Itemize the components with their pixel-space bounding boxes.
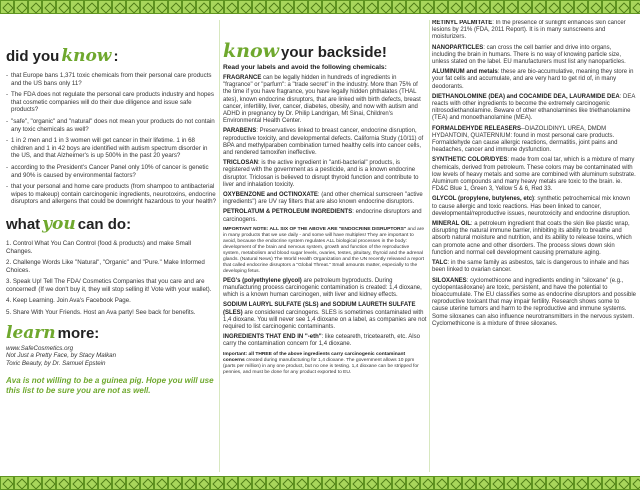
border-tile — [112, 476, 126, 490]
top-border-tiles — [0, 0, 640, 14]
border-tile — [448, 476, 462, 490]
border-tile — [224, 476, 238, 490]
heading-script-word: know — [61, 46, 112, 66]
chemical-entry — [223, 278, 427, 300]
decorative-bottom-border — [0, 476, 640, 490]
column-divider-left — [219, 20, 220, 472]
border-tile — [294, 476, 308, 490]
border-tile — [630, 476, 640, 490]
border-tile — [140, 476, 154, 490]
border-tile — [126, 0, 140, 14]
border-tile — [266, 0, 280, 14]
action-step: 2. Challenge Words Like "Natural", "Organic" and "Pure." Make Informed Choices. — [6, 259, 205, 274]
border-tile — [322, 0, 336, 14]
border-tile — [630, 0, 640, 14]
chemical-description: : is the active ingredient in "anti-bacterial" products, is registered with the government as a pesticide, and is a known endocrine disruptor. Triclosan is believed to disrupt thyroid function and contribute to liver and inhalation toxicity. — [223, 160, 419, 188]
border-tile — [378, 476, 392, 490]
fact-item: - "safe", "organic" and "natural" does not mean your products do not contain any toxic chemicals as well? — [6, 118, 216, 133]
heading-prefix: did you — [6, 48, 60, 65]
note-term: IMPORTANT NOTE: ALL SIX OF THE ABOVE ARE "ENDOCRINE DISRUPTORS" — [223, 226, 407, 232]
border-tile — [616, 0, 630, 14]
resource-link-safecosmetics[interactable]: www.SafeCosmetics.org — [6, 344, 74, 352]
border-tile — [574, 476, 588, 490]
chemical-entry — [432, 221, 636, 257]
chemical-description: are petroleum byproducts. During manufacturing process carcinogenic contamination is created: 1,4 dioxane, which is a known human carcinogen, with liver and kidney effects. — [223, 277, 422, 299]
fact-item: - according to the President's Cancer Panel only 10% of cancer is genetic and 90% is caused by environmental factors? — [6, 164, 216, 179]
border-tile — [210, 0, 224, 14]
fact-item: - that your personal and home care products (from shampoo to antibacterial wipes to makeup) contain carcinogenic ingredients, neurotoxins, endocrine disruptors and allergens that could be downright hazardous to your health? — [6, 183, 216, 206]
chemical-term: MINERAL OIL — [432, 221, 471, 228]
border-tile — [154, 476, 168, 490]
border-tile — [294, 0, 308, 14]
border-tile — [252, 476, 266, 490]
border-tile — [588, 476, 602, 490]
border-tile — [504, 0, 518, 14]
chemical-description: : (and other chemical sunscreen "active ingredients") are UV ray filters that are also known endocrine disruptors. — [223, 192, 423, 206]
chemical-term: SODIUM LAURYL SULFATE (SLS) and SODIUM LAURETH SULFATE (SLES) — [223, 302, 416, 316]
chemical-entry — [432, 260, 636, 274]
pledge-text: Ava is not willing to be a guinea pig. Hope you will use this list to be sure you are not as well. — [6, 376, 214, 396]
border-tile — [56, 476, 70, 490]
action-step: 4. Keep Learning. Join Ava's Facebook Page. — [6, 297, 131, 305]
what-you-can-do-heading — [6, 214, 216, 234]
border-tile — [364, 476, 378, 490]
border-tile — [42, 476, 56, 490]
chemical-description: : synthetic petrochemical mix known to cause allergic and toxic reactions. Has been linked to cancer, developmental/reproductive issues, neurotoxicity and endocrine disruption. — [432, 196, 631, 217]
resources — [6, 345, 216, 368]
middle-column — [223, 20, 427, 472]
border-tile — [0, 0, 14, 14]
heading-suffix: : — [113, 48, 119, 65]
border-tile — [210, 476, 224, 490]
border-tile — [308, 0, 322, 14]
border-tile — [350, 476, 364, 490]
border-tile — [28, 476, 42, 490]
border-tile — [140, 0, 154, 14]
resource-book-not-just-a-pretty-face: Not Just a Pretty Face, by Stacy Malkan — [6, 352, 117, 360]
chemical-entry — [223, 209, 427, 223]
border-tile — [196, 0, 210, 14]
chemical-term: DIETHANOLOMINE (DEA) and COCAMIDE DEA, LAURAMIDE DEA — [432, 93, 620, 100]
chemical-entry — [432, 278, 636, 328]
heading-script-word: learn — [6, 322, 56, 343]
border-tile — [336, 0, 350, 14]
heading-script-word: you — [42, 213, 76, 234]
chemical-term: PEG's (polyethylene glycol) — [223, 277, 302, 284]
border-tile — [602, 476, 616, 490]
border-tile — [476, 0, 490, 14]
border-tile — [70, 0, 84, 14]
border-tile — [182, 476, 196, 490]
chemical-entry — [432, 196, 636, 218]
chemical-description: are considered carcinogens. SLES is sometimes contaminated with 1,4 dioxane. You will never see 1,4 dioxane on a label, as companies are not required to list carcinogenic contaminants. — [223, 309, 427, 331]
border-tile — [168, 0, 182, 14]
chemical-description: : In the presence of sunlight enhances skin cancer lesions by 21% (FDA, 2011 Report). It is in many sunscreens and moisturizers. — [432, 20, 626, 41]
label-intro: Read your labels and avoid the following chemicals: — [223, 64, 387, 71]
border-tile — [308, 476, 322, 490]
action-step: 3. Speak Up! Tell The FDA/ Cosmetics Companies that you care and are concerned! (If we don't buy it, they will stop selling it! Vote with your wallet). — [6, 278, 212, 293]
border-tile — [364, 0, 378, 14]
chemical-description: : DEA reacts with other ingredients to become the extremely carcinogenic nitrosodiethanolamine. Beware of other ethanolamines like triethanolamine (TEA) and monoethanolamine (MEA). — [432, 93, 636, 122]
chemical-entry — [432, 157, 636, 193]
border-tile — [126, 476, 140, 490]
border-tile — [322, 476, 336, 490]
border-tile — [602, 0, 616, 14]
border-tile — [392, 476, 406, 490]
border-tile — [476, 476, 490, 490]
border-tile — [168, 476, 182, 490]
border-tile — [406, 0, 420, 14]
chemical-entry — [432, 69, 636, 91]
chemical-entry — [223, 192, 427, 206]
border-tile — [182, 0, 196, 14]
chemical-description: : can cross the cell barrier and drive into organs, including the brain in humans. There is no way of knowing particle size, unless stated on the label. EU manufacturers must list any nanoparticles. — [432, 44, 626, 66]
border-tile — [238, 476, 252, 490]
endocrine-note — [223, 227, 427, 275]
chemical-entry — [223, 160, 427, 189]
chemical-entry — [432, 45, 636, 67]
border-tile — [224, 0, 238, 14]
chemical-term: FRAGRANCE — [223, 75, 262, 81]
chemical-term: OXYBENZONE and OCTINOXATE — [223, 192, 318, 199]
chemical-term: GLYCOL (propylene, butylenes, etc) — [432, 196, 535, 203]
chemical-description: : endocrine disruptors and carcinogens. — [223, 209, 422, 223]
border-tile — [546, 476, 560, 490]
border-tile — [588, 0, 602, 14]
border-tile — [462, 0, 476, 14]
chemical-description: : these are bio-accumulative, meaning they store in your fat cells and accumulate, and are very hard to get rid of, in many deodorants. — [432, 69, 634, 90]
border-tile — [350, 0, 364, 14]
border-tile — [196, 476, 210, 490]
heading-suffix: can do: — [77, 215, 132, 233]
border-tile — [28, 0, 42, 14]
dioxane-note — [223, 352, 427, 376]
learn-more-heading — [6, 323, 216, 343]
fact-item: - that Europe bans 1,371 toxic chemicals from their personal care products and the US bans only 11? — [6, 72, 216, 87]
border-tile — [490, 0, 504, 14]
chemical-term: INGREDIENTS THAT END IN "-eth" — [223, 334, 322, 341]
action-steps-list — [6, 240, 216, 317]
border-tile — [448, 0, 462, 14]
border-tile — [56, 0, 70, 14]
border-tile — [616, 476, 630, 490]
chemical-description: : in the same family as asbestos, talc is dangerous to inhale and has been linked to ovarian cancer. — [432, 260, 629, 274]
heading-suffix: more: — [57, 324, 100, 342]
chemical-description: : cyclomethicone and ingredients ending in "siloxane" (e.g., cyclopentasiloxane) are toxic, persistent, and have the potential to bioaccumulate. The EU classifies some as endocrine disruptors and possible reproductive toxicant that may impair fertility. Research shows some to cause uterine tumors and harm to the reproductive and immune systems. Some siloxanes can also influence neurotransmitters in the nervous system. Cyclomethicone is a mixture of three siloxanes. — [432, 277, 636, 327]
border-tile — [434, 0, 448, 14]
heading-suffix: your backside! — [281, 44, 387, 61]
chemical-description: can be legally hidden in hundreds of ingredients in "fragrance" or "parfum": a "trade secret" in the industry. More than 75% of the time if you have fragrance, you have legally hidden phthalates (THAL ates), known endocrine disruptors, that are linked with birth defects, breast cancer, infertility, liver, cancer, diabetes, obesity, and now with autism and ADHD in pregnancy by Dr. Philip Landrigan, Mt Sinai, Children's Environmental Health Center. — [223, 75, 421, 125]
note-description: and are in many products that we use daily - and some will have multiples! They are important to avoid, because the endocrine system regulates ALL biological processes in the body: development of the brain and nervous system, growth and function of the reproductive system, metabolism and blood sugar levels, ovaries, testes, pituitary, thyroid and the adrenal glands. (Natural News) The World Health Organization and the UN recently released a report that called endocrine disruptors a "Global Threat." Small amounts matter, especially to the developing fetus. — [223, 226, 425, 274]
border-tile — [560, 476, 574, 490]
border-tile — [518, 476, 532, 490]
chemical-entry — [432, 20, 636, 42]
border-tile — [504, 476, 518, 490]
did-you-know-heading — [6, 46, 216, 66]
border-tile — [98, 476, 112, 490]
chemical-term: PETROLATUM & PETROLEUM INGREDIENTS — [223, 209, 353, 216]
border-tile — [84, 476, 98, 490]
border-tile — [462, 476, 476, 490]
column-divider-right — [429, 20, 430, 472]
chemical-description: --DIAZOLIDINYL UREA, DMDM HYDANTOIN, QUATERNIUM: found in most personal care products. Formaldehyde can cause allergic reactions, dermatitis, joint pains and headaches, cancer and immune dysfunction. — [432, 125, 618, 154]
chemical-entry — [432, 126, 636, 155]
border-tile — [532, 476, 546, 490]
border-tile — [434, 476, 448, 490]
border-tile — [112, 0, 126, 14]
border-tile — [98, 0, 112, 14]
border-tile — [14, 0, 28, 14]
border-tile — [406, 476, 420, 490]
middle-chemical-list — [223, 75, 427, 376]
border-tile — [238, 0, 252, 14]
chemical-description: : Preservatives linked to breast cancer, endocrine disruption, reproductive toxicity, and developmental defects. California Study (10/11) of BPA and methylparaben combination turned healthy cells into cancer cells, and rendered tamoxifen ineffective. — [223, 128, 424, 157]
fact-item: - The FDA does not regulate the personal care products industry and hopes that cosmetic companies will do their due diligence and issue safe products? — [6, 91, 216, 114]
border-tile — [560, 0, 574, 14]
border-tile — [154, 0, 168, 14]
chemical-term: NANOPARTICLES — [432, 44, 484, 51]
heading-prefix: what — [6, 215, 41, 233]
border-tile — [420, 0, 434, 14]
chemical-description: : like ceteareth, triceteareth, etc. Also carry the contamination concern for 1,4 dioxane. — [223, 334, 420, 348]
border-tile — [532, 0, 546, 14]
fact-item: - 1 in 2 men and 1 in 3 women will get cancer in their lifetime. 1 in 68 children and 1 in 42 boys are identified with autism spectrum disorder in the US, and that Alzheimer's is up 500% in the past 20 years? — [6, 137, 216, 160]
chemical-entry — [432, 94, 636, 123]
border-tile — [14, 476, 28, 490]
note-description: created during manufacturing for 1,4 dioxane. The government allows 10 ppm (parts per million) in any one product, but no one is testing. 1,4 dioxane can be stripped for pennies, and must be done for any product exported to EU. — [223, 357, 419, 375]
heading-script-word: know — [223, 40, 280, 62]
chemical-term: SYNTHETIC COLOR/DYES — [432, 157, 508, 164]
chemical-description: : a petroleum ingredient that coats the skin like plastic wrap, disrupting the natural immune barrier, inhibiting its ability to breathe and absorb natural moisture and nutrition, and its ability to release toxins, which can promote acne and other disorders. The process slows down skin function and normal cell development causing premature aging. — [432, 221, 632, 256]
action-step: 5. Share With Your Friends. Host an Ava party! See back for benefits. — [6, 309, 196, 317]
chemical-term: PARABENS — [223, 128, 257, 135]
right-chemical-list — [432, 20, 636, 328]
border-tile — [280, 476, 294, 490]
know-your-backside-heading — [223, 40, 427, 62]
right-column — [432, 20, 636, 472]
border-tile — [490, 476, 504, 490]
border-tile — [0, 476, 14, 490]
chemical-term: TRICLOSAN — [223, 160, 258, 167]
border-tile — [392, 0, 406, 14]
border-tile — [336, 476, 350, 490]
border-tile — [574, 0, 588, 14]
border-tile — [378, 0, 392, 14]
chemical-entry — [223, 75, 427, 125]
chemical-entry — [223, 334, 427, 348]
border-tile — [266, 476, 280, 490]
resource-book-toxic-beauty: Toxic Beauty, by Dr. Samuel Epstein — [6, 360, 106, 368]
chemical-term: TALC — [432, 260, 448, 267]
border-tile — [546, 0, 560, 14]
chemical-term: RETINYL PALMITATE — [432, 20, 493, 26]
chemical-term: FORMALDEHYDE RELEASERS — [432, 125, 522, 132]
border-tile — [518, 0, 532, 14]
chemical-term: SILOXANES — [432, 277, 467, 284]
note-term: Important: all THREE of the above ingredients carry carcinogenic contaminant concerns — [223, 351, 406, 363]
decorative-top-border — [0, 0, 640, 14]
border-tile — [420, 476, 434, 490]
border-tile — [280, 0, 294, 14]
border-tile — [252, 0, 266, 14]
facts-list — [6, 72, 216, 206]
action-step: 1. Control What You Can Control (food & products) and make Small Changes. — [6, 239, 192, 255]
border-tile — [42, 0, 56, 14]
border-tile — [84, 0, 98, 14]
border-tile — [70, 476, 84, 490]
chemical-description: : made from coal tar, which is a mixture of many chemicals, derived from petroleum. These colors may be contaminated with low levels of heavy metals and some are combined with aluminum substrate. Aluminum compounds and many heavy metals are toxic to the brain. ie. FD&C Blue 1, Green 3, Yellow 5 & 6, Red 33. — [432, 157, 636, 193]
left-column — [6, 20, 216, 472]
bottom-border-tiles — [0, 476, 640, 490]
chemical-entry — [223, 302, 427, 331]
chemical-entry — [223, 128, 427, 157]
chemical-term: ALUMINUM and metals — [432, 69, 498, 76]
